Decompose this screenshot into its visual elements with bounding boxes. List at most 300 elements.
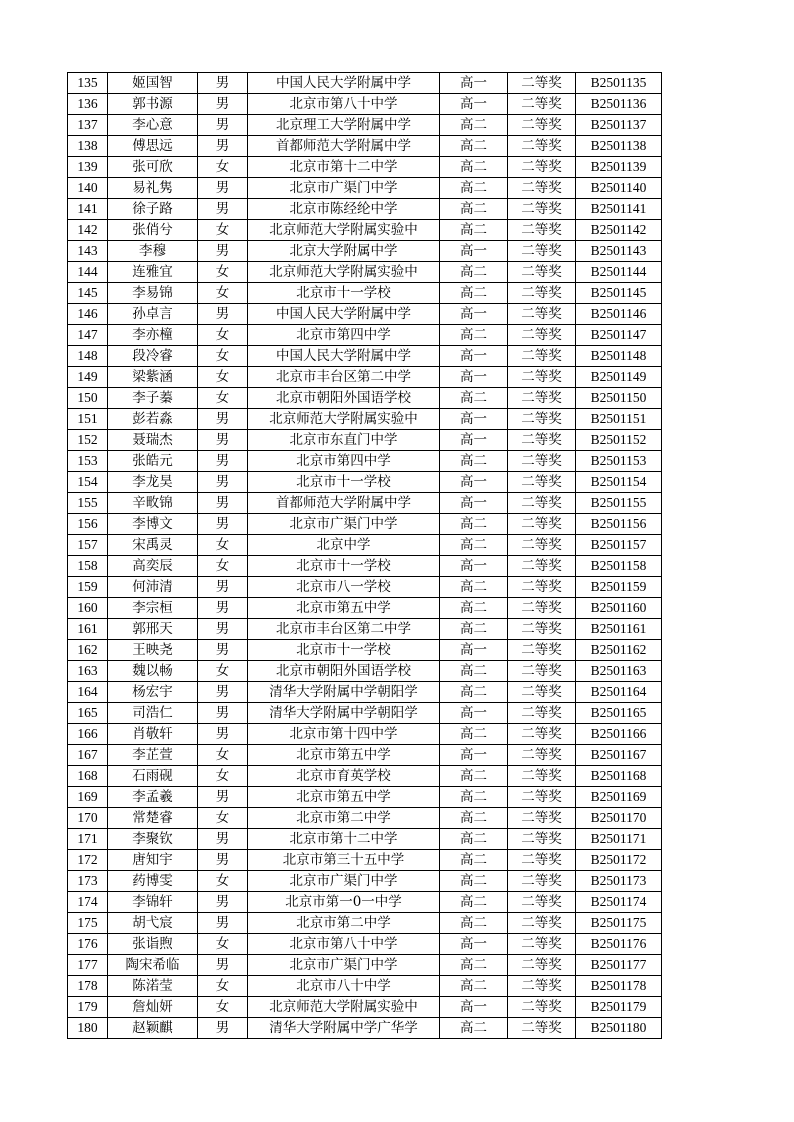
certificate-id-cell: B2501161 <box>576 619 662 640</box>
award-table <box>67 72 662 1039</box>
school-cell: 清华大学附属中学朝阳学 <box>248 703 440 724</box>
rank-cell: 148 <box>68 346 108 367</box>
gender-cell: 女 <box>198 325 248 346</box>
table-row <box>68 535 662 556</box>
certificate-id-cell: B2501155 <box>576 493 662 514</box>
gender-cell: 男 <box>198 430 248 451</box>
rank-cell: 140 <box>68 178 108 199</box>
certificate-id-cell: B2501142 <box>576 220 662 241</box>
table-row <box>68 388 662 409</box>
certificate-id-cell: B2501140 <box>576 178 662 199</box>
rank-cell: 143 <box>68 241 108 262</box>
gender-cell: 男 <box>198 115 248 136</box>
grade-cell: 高一 <box>440 745 508 766</box>
gender-cell: 女 <box>198 346 248 367</box>
name-cell: 高奕辰 <box>108 556 198 577</box>
certificate-id-cell: B2501162 <box>576 640 662 661</box>
table-row <box>68 409 662 430</box>
table-row <box>68 346 662 367</box>
name-cell: 李博文 <box>108 514 198 535</box>
certificate-id-cell: B2501163 <box>576 661 662 682</box>
rank-cell: 155 <box>68 493 108 514</box>
name-cell: 王映尧 <box>108 640 198 661</box>
gender-cell: 男 <box>198 892 248 913</box>
rank-cell: 150 <box>68 388 108 409</box>
gender-cell: 男 <box>198 451 248 472</box>
award-cell: 二等奖 <box>508 703 576 724</box>
table-row <box>68 367 662 388</box>
grade-cell: 高二 <box>440 262 508 283</box>
rank-cell: 173 <box>68 871 108 892</box>
award-cell: 二等奖 <box>508 157 576 178</box>
table-row <box>68 514 662 535</box>
rank-cell: 167 <box>68 745 108 766</box>
name-cell: 常楚睿 <box>108 808 198 829</box>
school-cell: 中国人民大学附属中学 <box>248 304 440 325</box>
rank-cell: 159 <box>68 577 108 598</box>
school-cell: 北京市十一学校 <box>248 472 440 493</box>
rank-cell: 145 <box>68 283 108 304</box>
gender-cell: 女 <box>198 556 248 577</box>
table-row <box>68 115 662 136</box>
certificate-id-cell: B2501137 <box>576 115 662 136</box>
gender-cell: 男 <box>198 136 248 157</box>
school-cell: 北京市十一学校 <box>248 640 440 661</box>
award-cell: 二等奖 <box>508 115 576 136</box>
name-cell: 李亦橦 <box>108 325 198 346</box>
grade-cell: 高二 <box>440 1018 508 1039</box>
gender-cell: 男 <box>198 94 248 115</box>
award-cell: 二等奖 <box>508 1018 576 1039</box>
grade-cell: 高二 <box>440 283 508 304</box>
table-row <box>68 640 662 661</box>
school-cell: 北京师范大学附属实验中 <box>248 997 440 1018</box>
rank-cell: 135 <box>68 73 108 94</box>
name-cell: 段冷睿 <box>108 346 198 367</box>
award-cell: 二等奖 <box>508 94 576 115</box>
gender-cell: 女 <box>198 283 248 304</box>
name-cell: 李龙昊 <box>108 472 198 493</box>
table-row <box>68 556 662 577</box>
gender-cell: 男 <box>198 1018 248 1039</box>
grade-cell: 高一 <box>440 430 508 451</box>
award-cell: 二等奖 <box>508 199 576 220</box>
school-cell: 北京市丰台区第二中学 <box>248 367 440 388</box>
certificate-id-cell: B2501170 <box>576 808 662 829</box>
school-cell: 北京市广渠门中学 <box>248 871 440 892</box>
certificate-id-cell: B2501152 <box>576 430 662 451</box>
award-cell: 二等奖 <box>508 724 576 745</box>
grade-cell: 高二 <box>440 136 508 157</box>
table-row <box>68 94 662 115</box>
school-cell: 北京市育英学校 <box>248 766 440 787</box>
school-cell: 北京市第三十五中学 <box>248 850 440 871</box>
award-cell: 二等奖 <box>508 178 576 199</box>
gender-cell: 男 <box>198 682 248 703</box>
name-cell: 彭若淼 <box>108 409 198 430</box>
table-row <box>68 661 662 682</box>
table-row <box>68 220 662 241</box>
rank-cell: 158 <box>68 556 108 577</box>
school-cell: 北京市第八十中学 <box>248 934 440 955</box>
award-cell: 二等奖 <box>508 745 576 766</box>
name-cell: 孙卓言 <box>108 304 198 325</box>
award-cell: 二等奖 <box>508 787 576 808</box>
gender-cell: 男 <box>198 73 248 94</box>
rank-cell: 164 <box>68 682 108 703</box>
gender-cell: 男 <box>198 472 248 493</box>
grade-cell: 高二 <box>440 787 508 808</box>
rank-cell: 168 <box>68 766 108 787</box>
school-cell: 北京市第十二中学 <box>248 157 440 178</box>
school-cell: 清华大学附属中学广华学 <box>248 1018 440 1039</box>
school-cell: 北京市第二中学 <box>248 913 440 934</box>
grade-cell: 高一 <box>440 73 508 94</box>
award-cell: 二等奖 <box>508 241 576 262</box>
table-row <box>68 766 662 787</box>
name-cell: 李子蓁 <box>108 388 198 409</box>
award-cell: 二等奖 <box>508 493 576 514</box>
rank-cell: 161 <box>68 619 108 640</box>
award-cell: 二等奖 <box>508 997 576 1018</box>
award-cell: 二等奖 <box>508 892 576 913</box>
grade-cell: 高一 <box>440 304 508 325</box>
award-cell: 二等奖 <box>508 388 576 409</box>
rank-cell: 175 <box>68 913 108 934</box>
award-cell: 二等奖 <box>508 976 576 997</box>
gender-cell: 女 <box>198 934 248 955</box>
gender-cell: 男 <box>198 304 248 325</box>
rank-cell: 178 <box>68 976 108 997</box>
table-row <box>68 472 662 493</box>
school-cell: 北京市广渠门中学 <box>248 178 440 199</box>
grade-cell: 高二 <box>440 766 508 787</box>
grade-cell: 高二 <box>440 325 508 346</box>
school-cell: 北京市第五中学 <box>248 745 440 766</box>
school-cell: 北京理工大学附属中学 <box>248 115 440 136</box>
school-cell: 北京师范大学附属实验中 <box>248 262 440 283</box>
school-cell: 北京市第五中学 <box>248 598 440 619</box>
gender-cell: 男 <box>198 619 248 640</box>
rank-cell: 147 <box>68 325 108 346</box>
name-cell: 傅思远 <box>108 136 198 157</box>
table-row <box>68 1018 662 1039</box>
certificate-id-cell: B2501169 <box>576 787 662 808</box>
gender-cell: 女 <box>198 766 248 787</box>
school-cell: 北京师范大学附属实验中 <box>248 220 440 241</box>
gender-cell: 男 <box>198 514 248 535</box>
certificate-id-cell: B2501172 <box>576 850 662 871</box>
gender-cell: 女 <box>198 871 248 892</box>
certificate-id-cell: B2501147 <box>576 325 662 346</box>
award-cell: 二等奖 <box>508 682 576 703</box>
school-cell: 北京市第八十中学 <box>248 94 440 115</box>
rank-cell: 149 <box>68 367 108 388</box>
table-body <box>68 73 662 1039</box>
grade-cell: 高二 <box>440 451 508 472</box>
gender-cell: 男 <box>198 703 248 724</box>
certificate-id-cell: B2501171 <box>576 829 662 850</box>
rank-cell: 176 <box>68 934 108 955</box>
name-cell: 陶宋希临 <box>108 955 198 976</box>
gender-cell: 男 <box>198 640 248 661</box>
table-row <box>68 892 662 913</box>
gender-cell: 男 <box>198 955 248 976</box>
table-row <box>68 262 662 283</box>
award-cell: 二等奖 <box>508 766 576 787</box>
rank-cell: 162 <box>68 640 108 661</box>
gender-cell: 女 <box>198 661 248 682</box>
grade-cell: 高一 <box>440 997 508 1018</box>
grade-cell: 高二 <box>440 661 508 682</box>
award-cell: 二等奖 <box>508 619 576 640</box>
award-cell: 二等奖 <box>508 955 576 976</box>
school-cell: 中国人民大学附属中学 <box>248 73 440 94</box>
gender-cell: 男 <box>198 724 248 745</box>
gender-cell: 男 <box>198 787 248 808</box>
rank-cell: 137 <box>68 115 108 136</box>
name-cell: 姬国智 <box>108 73 198 94</box>
grade-cell: 高二 <box>440 619 508 640</box>
grade-cell: 高二 <box>440 157 508 178</box>
name-cell: 连雅宜 <box>108 262 198 283</box>
rank-cell: 166 <box>68 724 108 745</box>
certificate-id-cell: B2501146 <box>576 304 662 325</box>
award-cell: 二等奖 <box>508 472 576 493</box>
name-cell: 易礼隽 <box>108 178 198 199</box>
certificate-id-cell: B2501180 <box>576 1018 662 1039</box>
table-row <box>68 325 662 346</box>
table-row <box>68 850 662 871</box>
name-cell: 郭邢天 <box>108 619 198 640</box>
name-cell: 张可欣 <box>108 157 198 178</box>
grade-cell: 高二 <box>440 199 508 220</box>
rank-cell: 154 <box>68 472 108 493</box>
award-cell: 二等奖 <box>508 850 576 871</box>
certificate-id-cell: B2501174 <box>576 892 662 913</box>
name-cell: 肖敬轩 <box>108 724 198 745</box>
name-cell: 李芷萱 <box>108 745 198 766</box>
grade-cell: 高一 <box>440 640 508 661</box>
award-cell: 二等奖 <box>508 325 576 346</box>
gender-cell: 女 <box>198 976 248 997</box>
grade-cell: 高一 <box>440 346 508 367</box>
name-cell: 陈渃莹 <box>108 976 198 997</box>
name-cell: 何沛清 <box>108 577 198 598</box>
school-cell: 北京市第一0一中学 <box>248 892 440 913</box>
award-cell: 二等奖 <box>508 346 576 367</box>
certificate-id-cell: B2501148 <box>576 346 662 367</box>
gender-cell: 女 <box>198 220 248 241</box>
name-cell: 唐知宇 <box>108 850 198 871</box>
award-cell: 二等奖 <box>508 514 576 535</box>
name-cell: 张皓元 <box>108 451 198 472</box>
table-row <box>68 619 662 640</box>
table-row <box>68 913 662 934</box>
certificate-id-cell: B2501178 <box>576 976 662 997</box>
school-cell: 首都师范大学附属中学 <box>248 136 440 157</box>
certificate-id-cell: B2501179 <box>576 997 662 1018</box>
award-cell: 二等奖 <box>508 262 576 283</box>
grade-cell: 高一 <box>440 409 508 430</box>
name-cell: 梁紫涵 <box>108 367 198 388</box>
grade-cell: 高一 <box>440 241 508 262</box>
name-cell: 李心意 <box>108 115 198 136</box>
school-cell: 中国人民大学附属中学 <box>248 346 440 367</box>
table-row <box>68 304 662 325</box>
grade-cell: 高二 <box>440 178 508 199</box>
grade-cell: 高二 <box>440 808 508 829</box>
table-row <box>68 577 662 598</box>
gender-cell: 男 <box>198 913 248 934</box>
certificate-id-cell: B2501145 <box>576 283 662 304</box>
award-cell: 二等奖 <box>508 220 576 241</box>
grade-cell: 高一 <box>440 703 508 724</box>
certificate-id-cell: B2501159 <box>576 577 662 598</box>
grade-cell: 高二 <box>440 976 508 997</box>
table-row <box>68 934 662 955</box>
award-cell: 二等奖 <box>508 136 576 157</box>
school-cell: 北京中学 <box>248 535 440 556</box>
table-row <box>68 745 662 766</box>
rank-cell: 144 <box>68 262 108 283</box>
name-cell: 聂瑞杰 <box>108 430 198 451</box>
table-row <box>68 199 662 220</box>
school-cell: 北京市丰台区第二中学 <box>248 619 440 640</box>
name-cell: 李锦轩 <box>108 892 198 913</box>
table-row <box>68 829 662 850</box>
school-cell: 北京市朝阳外国语学校 <box>248 661 440 682</box>
certificate-id-cell: B2501164 <box>576 682 662 703</box>
rank-cell: 169 <box>68 787 108 808</box>
certificate-id-cell: B2501177 <box>576 955 662 976</box>
table-row <box>68 178 662 199</box>
school-cell: 北京市八十中学 <box>248 976 440 997</box>
award-cell: 二等奖 <box>508 913 576 934</box>
grade-cell: 高二 <box>440 577 508 598</box>
award-cell: 二等奖 <box>508 535 576 556</box>
grade-cell: 高二 <box>440 598 508 619</box>
grade-cell: 高二 <box>440 514 508 535</box>
name-cell: 胡弋宸 <box>108 913 198 934</box>
rank-cell: 170 <box>68 808 108 829</box>
certificate-id-cell: B2501151 <box>576 409 662 430</box>
grade-cell: 高二 <box>440 115 508 136</box>
name-cell: 李聚钦 <box>108 829 198 850</box>
gender-cell: 男 <box>198 493 248 514</box>
certificate-id-cell: B2501157 <box>576 535 662 556</box>
table-row <box>68 451 662 472</box>
grade-cell: 高二 <box>440 220 508 241</box>
grade-cell: 高二 <box>440 724 508 745</box>
award-cell: 二等奖 <box>508 430 576 451</box>
school-cell: 北京市第十二中学 <box>248 829 440 850</box>
award-cell: 二等奖 <box>508 367 576 388</box>
gender-cell: 女 <box>198 997 248 1018</box>
table-row <box>68 430 662 451</box>
table-row <box>68 955 662 976</box>
name-cell: 李易锦 <box>108 283 198 304</box>
certificate-id-cell: B2501173 <box>576 871 662 892</box>
table-row <box>68 136 662 157</box>
award-cell: 二等奖 <box>508 808 576 829</box>
name-cell: 李穆 <box>108 241 198 262</box>
table-row <box>68 808 662 829</box>
gender-cell: 女 <box>198 808 248 829</box>
gender-cell: 女 <box>198 157 248 178</box>
certificate-id-cell: B2501143 <box>576 241 662 262</box>
certificate-id-cell: B2501150 <box>576 388 662 409</box>
rank-cell: 151 <box>68 409 108 430</box>
school-cell: 北京师范大学附属实验中 <box>248 409 440 430</box>
table-row <box>68 871 662 892</box>
school-cell: 清华大学附属中学朝阳学 <box>248 682 440 703</box>
grade-cell: 高二 <box>440 913 508 934</box>
gender-cell: 男 <box>198 829 248 850</box>
certificate-id-cell: B2501168 <box>576 766 662 787</box>
name-cell: 药博雯 <box>108 871 198 892</box>
table-row <box>68 703 662 724</box>
gender-cell: 女 <box>198 262 248 283</box>
grade-cell: 高二 <box>440 682 508 703</box>
table-row <box>68 787 662 808</box>
table-row <box>68 493 662 514</box>
award-cell: 二等奖 <box>508 661 576 682</box>
award-cell: 二等奖 <box>508 934 576 955</box>
certificate-id-cell: B2501135 <box>576 73 662 94</box>
certificate-id-cell: B2501175 <box>576 913 662 934</box>
grade-cell: 高一 <box>440 934 508 955</box>
grade-cell: 高一 <box>440 493 508 514</box>
gender-cell: 男 <box>198 241 248 262</box>
certificate-id-cell: B2501149 <box>576 367 662 388</box>
name-cell: 李宗桓 <box>108 598 198 619</box>
rank-cell: 138 <box>68 136 108 157</box>
school-cell: 北京市十一学校 <box>248 283 440 304</box>
certificate-id-cell: B2501166 <box>576 724 662 745</box>
rank-cell: 141 <box>68 199 108 220</box>
certificate-id-cell: B2501141 <box>576 199 662 220</box>
gender-cell: 男 <box>198 178 248 199</box>
certificate-id-cell: B2501165 <box>576 703 662 724</box>
certificate-id-cell: B2501138 <box>576 136 662 157</box>
grade-cell: 高一 <box>440 556 508 577</box>
name-cell: 辛畋锦 <box>108 493 198 514</box>
rank-cell: 146 <box>68 304 108 325</box>
rank-cell: 153 <box>68 451 108 472</box>
rank-cell: 156 <box>68 514 108 535</box>
rank-cell: 139 <box>68 157 108 178</box>
table-row <box>68 241 662 262</box>
school-cell: 北京市广渠门中学 <box>248 955 440 976</box>
rank-cell: 163 <box>68 661 108 682</box>
certificate-id-cell: B2501176 <box>576 934 662 955</box>
name-cell: 李孟羲 <box>108 787 198 808</box>
school-cell: 北京市第十四中学 <box>248 724 440 745</box>
rank-cell: 165 <box>68 703 108 724</box>
grade-cell: 高二 <box>440 892 508 913</box>
rank-cell: 152 <box>68 430 108 451</box>
certificate-id-cell: B2501144 <box>576 262 662 283</box>
school-cell: 北京市十一学校 <box>248 556 440 577</box>
name-cell: 张俏兮 <box>108 220 198 241</box>
grade-cell: 高二 <box>440 955 508 976</box>
gender-cell: 女 <box>198 367 248 388</box>
award-cell: 二等奖 <box>508 640 576 661</box>
certificate-id-cell: B2501139 <box>576 157 662 178</box>
award-cell: 二等奖 <box>508 829 576 850</box>
rank-cell: 136 <box>68 94 108 115</box>
